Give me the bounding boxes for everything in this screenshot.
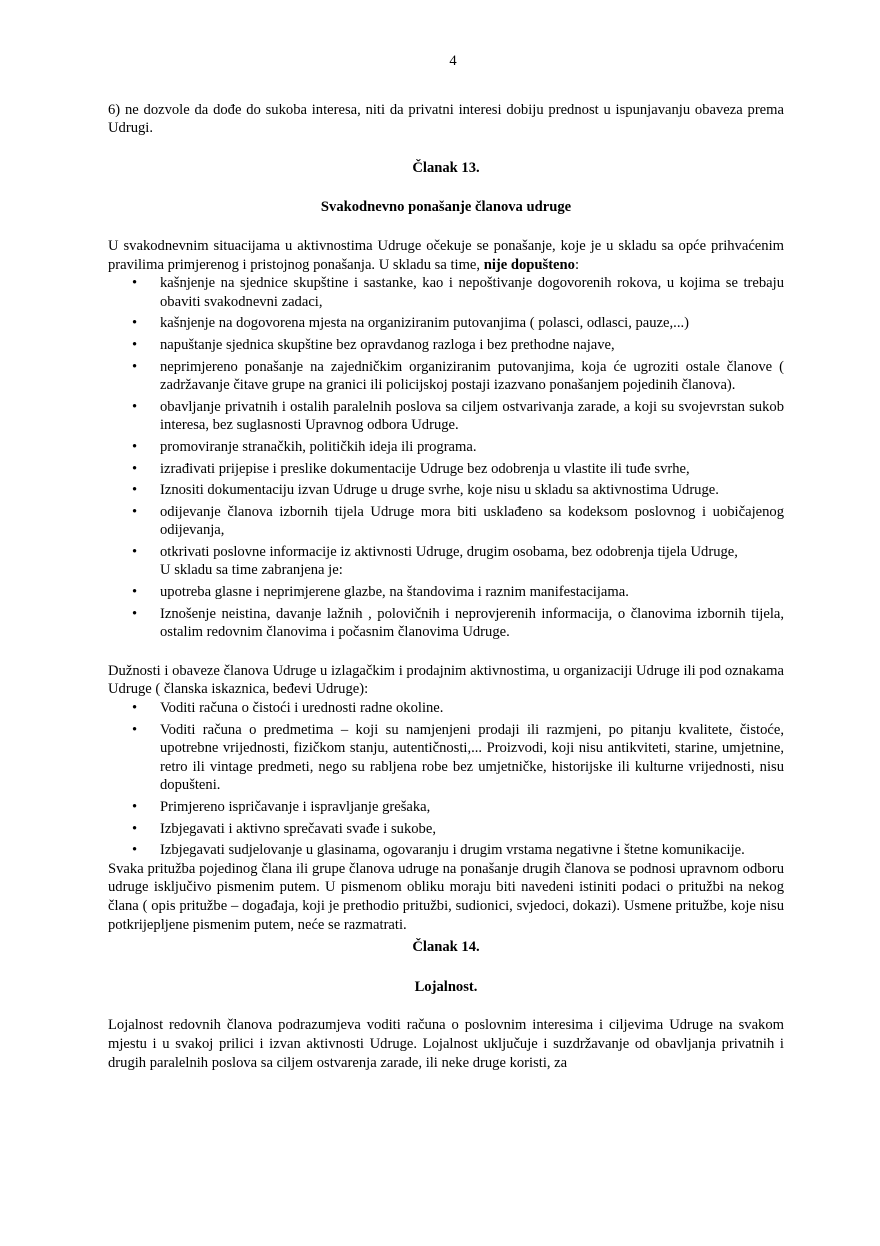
bullet-icon: • xyxy=(132,799,138,815)
list-item xyxy=(108,699,784,718)
list-item-text: Voditi računa o predmetima – koji su namjenjeni prodaji ili razmjeni, po pitanju kvalitete, čistoće, upotrebne vrijednosti, fizičkom stanju, autentičnosti,... Proizvodi, koji nisu antikviteti, starine, umjetnine, retro ili vintage predmeti, nego su rabljena robe bez umjetničke, historijske ili kulturne vrijednosti, nisu dopušteni. xyxy=(160,721,784,794)
duties-intro: Dužnosti i obaveze članova Udruge u izlagačkim i prodajnim aktivnostima, u organizaciji Udruge ili pod oznakama Udruge ( članska iskaznica, beđevi Udruge): xyxy=(108,662,784,698)
list-item-text: otkrivati poslovne informacije iz aktivnosti Udruge, drugim osobama, bez odobrenja tijela Udruge, xyxy=(160,543,738,560)
forbidden-list xyxy=(108,583,784,642)
bullet-icon: • xyxy=(132,482,138,499)
list-item-text: Izbjegavati sudjelovanje u glasinama, ogovaranju i drugim vrstama negativne i štetne komunikacije. xyxy=(160,842,745,859)
list-item-text: kašnjenje na dogovorena mjesta na organiziranim putovanjima ( polasci, odlasci, pauze,...) xyxy=(160,315,689,332)
list-item xyxy=(108,358,784,395)
list-item-text: odijevanje članova izbornih tijela Udruge mora biti usklađeno sa kodeksom poslovnog i uobičajenog odijevanja, xyxy=(160,503,784,539)
list-item-text: Primjereno ispričavanje i ispravljanje grešaka, xyxy=(160,799,431,815)
article-13-intro xyxy=(108,237,784,274)
list-item-text: kašnjenje na sjednice skupštine i sastanke, kao i nepoštivanje dogovorenih rokova, u kojima se trebaju obaviti svakodnevni zadaci, xyxy=(160,275,784,310)
bullet-icon: • xyxy=(132,503,138,520)
list-item xyxy=(108,543,784,562)
list-item xyxy=(108,798,784,817)
bullet-icon: • xyxy=(132,315,138,332)
list-item-text: neprimjereno ponašanje na zajedničkim organiziranim putovanjima, koja će ugroziti ostale članove ( zadržavanje čitave grupe na granici ili policijskoj postaji izazvano ponašanjem pojedinih članova). xyxy=(160,358,784,394)
list-item-text: Voditi računa o čistoći i urednosti radne okoline. xyxy=(160,700,444,717)
list-item-text: Izbjegavati i aktivno sprečavati svađe i sukobe, xyxy=(160,820,436,837)
intro-item: 6) ne dozvole da dođe do sukoba interesa, niti da privatni interesi dobiju prednost u ispunjavanju obaveza prema Udrugi. xyxy=(108,101,784,137)
bullet-icon: • xyxy=(132,275,138,292)
list-item-text: izrađivati prijepise i preslike dokumentacije Udruge bez odobrenja u vlastite ili tuđe svrhe, xyxy=(160,460,690,477)
bullet-icon: • xyxy=(132,700,138,717)
list-item xyxy=(108,274,784,311)
bullet-icon: • xyxy=(132,460,138,477)
bullet-icon: • xyxy=(132,842,138,859)
article-14-title: Članak 14. xyxy=(412,939,480,956)
page-number: 4 xyxy=(449,53,457,69)
list-item xyxy=(108,481,784,500)
article-13-title: Članak 13. xyxy=(412,159,480,176)
forbidden-intro: U skladu sa time zabranjena je: xyxy=(160,562,343,579)
list-item-text: Iznošenje neistina, davanje lažnih , polovičnih i neprovjerenih informacija, o članovima izbornih tijela, ostalim redovnim članovima i počasnim članovima Udruge. xyxy=(160,605,784,641)
not-allowed-list xyxy=(108,274,784,561)
article-14-text: Lojalnost redovnih članova podrazumjeva voditi računa o poslovnim interesima i ciljevima Udruge na svakom mjestu i u svakoj prilici i izvan aktivnosti Udruge. Lojalnost uključuje i suzdržavanje od obavljanja privatnih i drugih paralelnih poslova sa ciljem ostvarenja zarade, ili neke druge koristi, za xyxy=(108,1017,784,1071)
list-item xyxy=(108,438,784,457)
list-item xyxy=(108,503,784,540)
list-item-text: upotreba glasne i neprimjerene glazbe, na štandovima i raznim manifestacijama. xyxy=(160,584,629,601)
list-item-text: napuštanje sjednica skupštine bez opravdanog razloga i bez prethodne najave, xyxy=(160,336,615,353)
bullet-icon: • xyxy=(132,543,138,560)
bullet-icon: • xyxy=(132,438,138,455)
list-item xyxy=(108,721,784,795)
article-14-subtitle: Lojalnost. xyxy=(414,978,478,995)
bullet-icon: • xyxy=(132,398,138,415)
list-item-text: obavljanje privatnih i ostalih paralelnih poslova sa ciljem ostvarivanja zarade, a koji su svojevrstan sukob interesa, bez suglasnosti Upravnog odbora Udruge. xyxy=(160,398,784,434)
list-item-text: Iznositi dokumentaciju izvan Udruge u druge svrhe, koje nisu u skladu sa aktivnostima Udruge. xyxy=(160,482,719,499)
list-item xyxy=(108,605,784,642)
duties-list xyxy=(108,699,784,860)
list-item xyxy=(108,314,784,333)
article-13-intro-bold: nije dopušteno xyxy=(483,256,575,273)
bullet-icon: • xyxy=(132,605,138,622)
article-13-intro-end: : xyxy=(574,256,580,273)
list-item xyxy=(108,460,784,479)
list-item xyxy=(108,398,784,435)
article-13-subtitle: Svakodnevno ponašanje članova udruge xyxy=(320,199,572,216)
bullet-icon: • xyxy=(132,721,138,738)
bullet-icon: • xyxy=(132,358,138,375)
bullet-icon: • xyxy=(132,336,138,353)
list-item xyxy=(108,583,784,602)
bullet-icon: • xyxy=(132,584,138,601)
article-13-intro-text: U svakodnevnim situacijama u aktivnostima Udruge očekuje se ponašanje, koje je u skladu sa opće prihvaćenim pravilima primjerenog i pristojnog ponašanja. U skladu sa time, xyxy=(108,237,784,273)
bullet-icon: • xyxy=(132,820,138,837)
complaints-paragraph: Svaka pritužba pojedinog člana ili grupe članova udruge na ponašanje drugih članova se podnosi upravnom odboru udruge isključivo pismenim putem. U pismenom obliku moraju biti navedeni istiniti podaci o pritužbi na nekog člana ( opis pritužbe – događaja, koji je prethodio pritužbi, sudionici, svjedoci, dokazi). Usmene pritužbe, koje nisu potkrijepljene pismenim putem, neće se razmatrati. xyxy=(108,860,784,933)
list-item xyxy=(108,820,784,839)
list-item-text: promoviranje stranačkih, političkih ideja ili programa. xyxy=(160,438,477,455)
list-item xyxy=(108,336,784,355)
list-item xyxy=(108,841,784,860)
